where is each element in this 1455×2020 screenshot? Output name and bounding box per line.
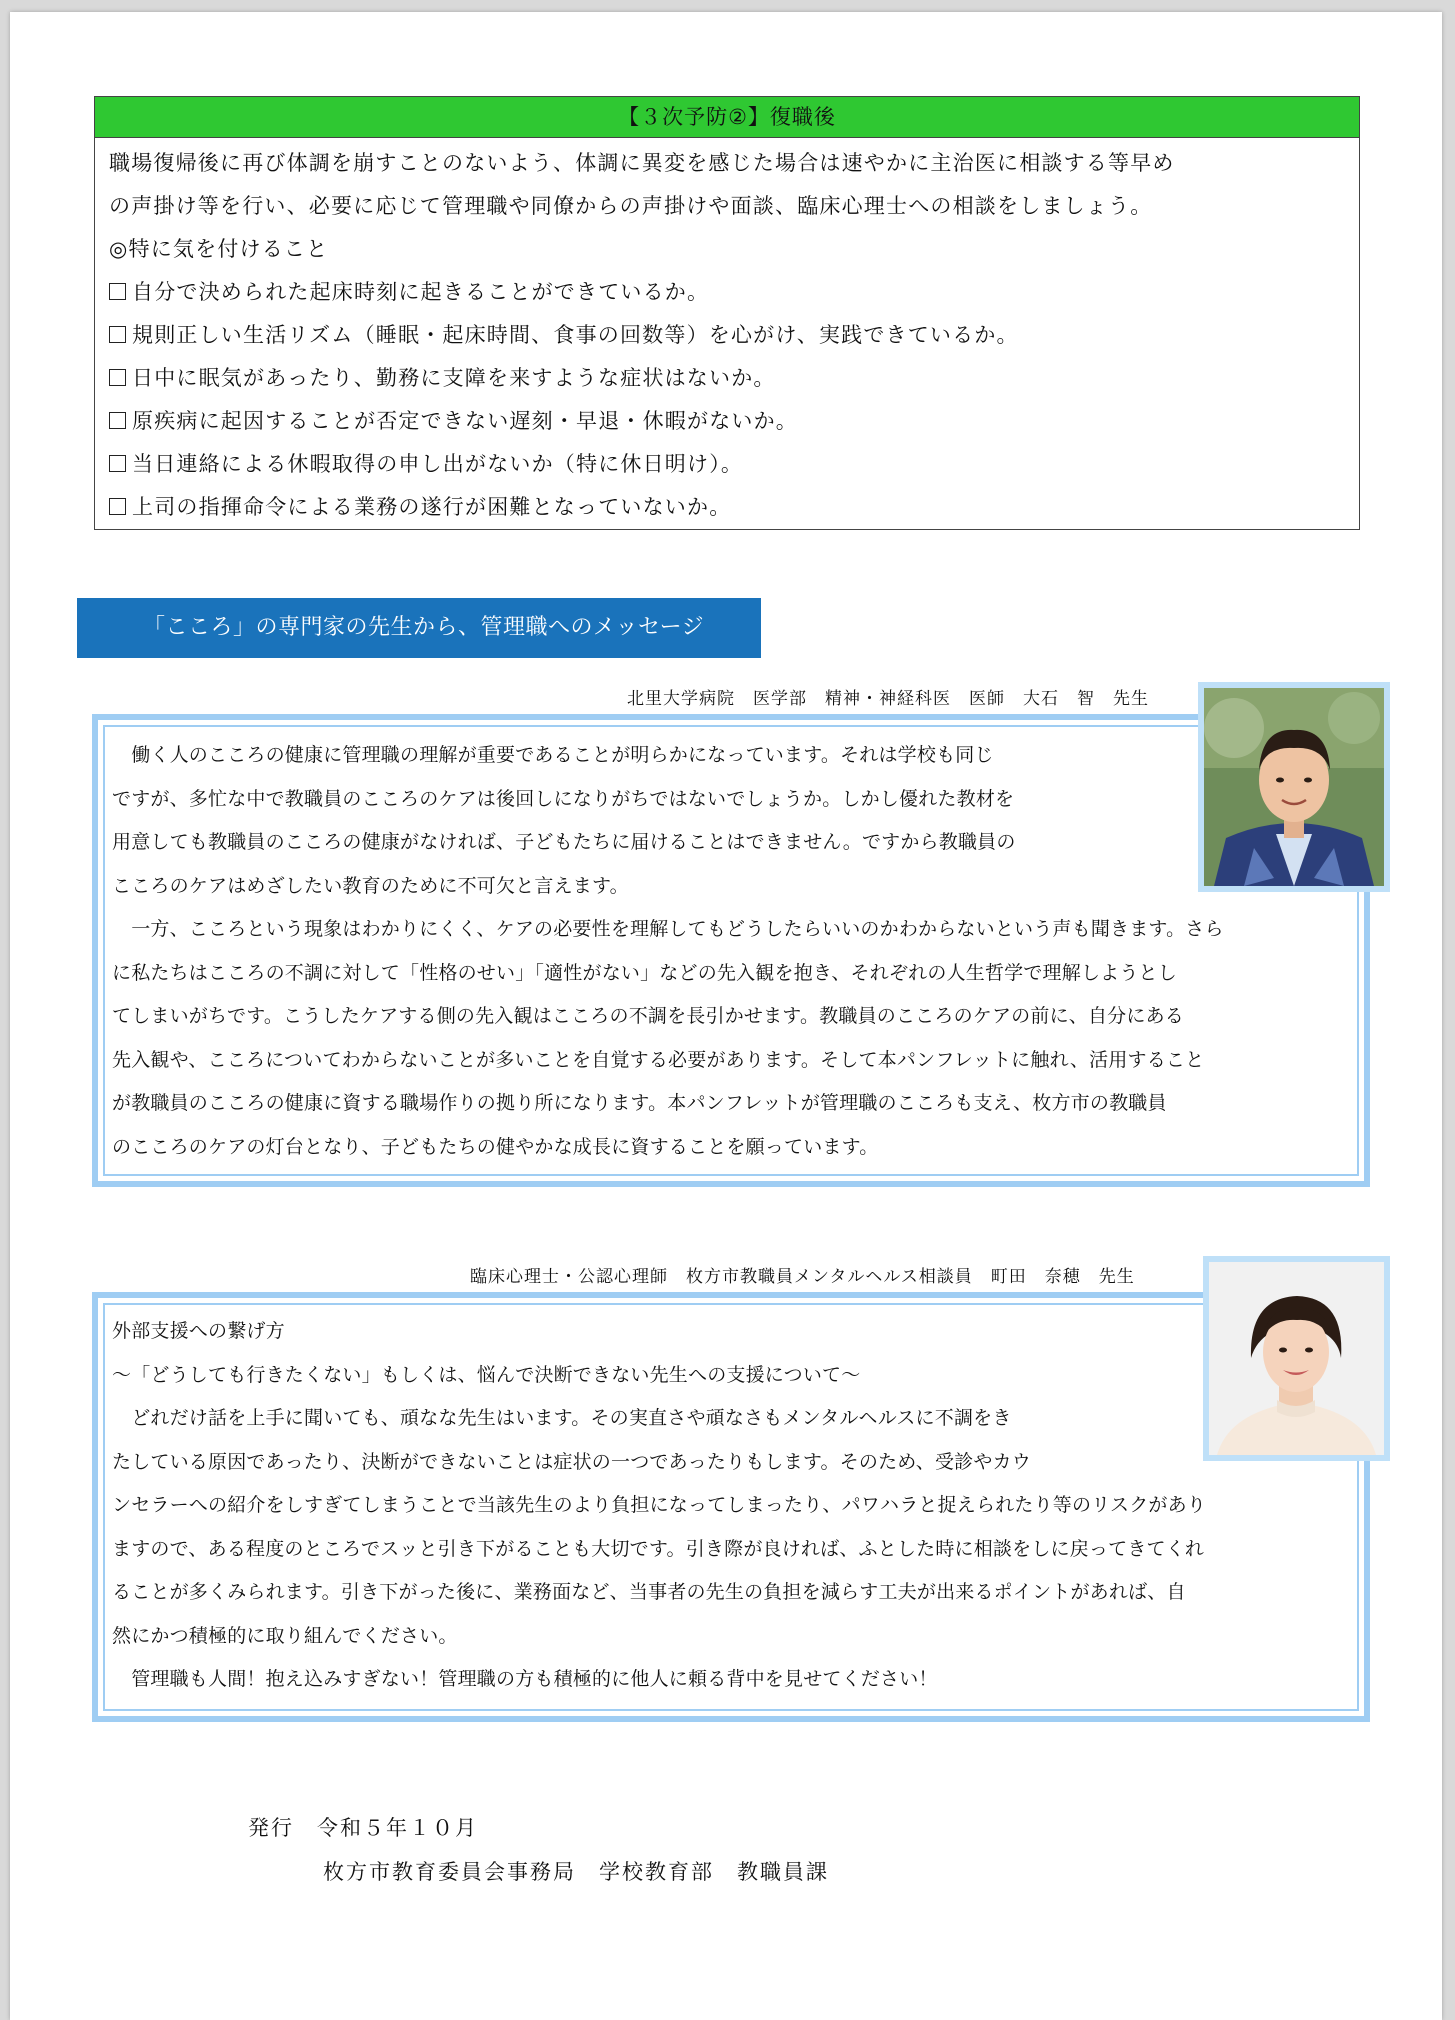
message1-attribution: 北里大学病院 医学部 精神・神経科医 医師 大石 智 先生 (627, 689, 1149, 709)
prevention-text-line: ◎特に気を付けること (109, 237, 329, 261)
prevention-text-line: 職場復帰後に再び体調を崩すことのないよう、体調に異変を感じた場合は速やかに主治医に相談する等早め (109, 151, 1175, 175)
message1-line: こころのケアはめざしたい教育のために不可欠と言えます。 (112, 874, 629, 897)
message2-line: 管理職も人間！抱え込みすぎない！管理職の方も積極的に他人に頼る背中を見せてください！ (112, 1668, 938, 1690)
message2-line: ますので、ある程度のところでスッと引き下がることも大切です。引き際が良ければ、ふとした時に相談をしに戻ってきてくれ (112, 1537, 1205, 1560)
message2-heading: 外部支援への繋げ方 (112, 1320, 285, 1342)
message1-line: が教職員のこころの健康に資する職場作りの拠り所になります。本パンフレットが管理職のこころも支え、枚方市の教職員 (112, 1092, 1167, 1114)
message1-line: ですが、多忙な中で教職員のこころのケアは後回しになりがちではないでしょうか。しかし優れた教材を (112, 787, 1015, 810)
message1-box (92, 714, 1370, 1187)
message1-line: 働く人のこころの健康に管理職の理解が重要であることが明らかになっています。それは学校も同じ (112, 744, 994, 766)
prevention-body (95, 138, 1359, 529)
checklist-item-label: 当日連絡による休暇取得の申し出がないか（特に休日明け）。 (132, 452, 744, 476)
checkbox-icon (109, 369, 126, 386)
checkbox-icon (109, 498, 126, 515)
checklist-item (109, 400, 1345, 443)
checklist-item (109, 357, 1345, 400)
checkbox-icon (109, 283, 126, 300)
message1-line: のこころのケアの灯台となり、子どもたちの健やかな成長に資することを願っています。 (112, 1135, 879, 1158)
checklist-item (109, 271, 1345, 314)
message2-box (92, 1292, 1370, 1722)
checkbox-icon (109, 455, 126, 472)
prevention-text-line: の声掛け等を行い、必要に応じて管理職や同僚からの声掛けや面談、臨床心理士への相談をしましょう。 (109, 194, 1153, 218)
message1-line: 用意しても教職員のこころの健康がなければ、子どもたちに届けることはできません。ですから教職員の (112, 831, 1016, 853)
checklist-item-label: 原疾病に起因することが否定できない遅刻・早退・休暇がないか。 (132, 409, 798, 433)
section-header: 「こころ」の専門家の先生から、管理職へのメッセージ (77, 598, 761, 658)
checkbox-icon (109, 326, 126, 343)
footer-issue-date: 発行 令和５年１０月 (248, 1816, 478, 1840)
message2-line: ることが多くみられます。引き下がった後に、業務面など、当事者の先生の負担を減らす工夫が出来るポイントがあれば、自 (112, 1581, 1186, 1603)
checklist-item (109, 486, 1345, 529)
message2-line: 然にかつ積極的に取り組んでください。 (112, 1624, 458, 1647)
message2-subheading: ～「どうしても行きたくない」もしくは、悩んで決断できない先生への支援について～ (112, 1363, 861, 1386)
prevention-title: 【３次予防②】復職後 (95, 97, 1359, 138)
document-page (10, 12, 1442, 2020)
message1-line: てしまいがちです。こうしたケアする側の先入観はこころの不調を長引かせます。教職員のこころのケアの前に、自分にある (112, 1005, 1184, 1027)
counselor-portrait-svg (1209, 1262, 1384, 1455)
message1-line: 一方、こころという現象はわかりにくく、ケアの必要性を理解してもどうしたらいいのかわからないという声も聞きます。さら (112, 918, 1224, 940)
message1-line: 先入観や、こころについてわからないことが多いことを自覚する必要があります。そして本パンフレットに触れ、活用すること (112, 1048, 1205, 1071)
doctor-portrait-svg (1204, 688, 1384, 886)
message2-line: ンセラーへの紹介をしすぎてしまうことで当該先生のより負担になってしまったり、パワハラと捉えられたり等のリスクがあり (112, 1494, 1207, 1516)
message2-attribution: 臨床心理士・公認心理師 枚方市教職員メンタルヘルス相談員 町田 奈穂 先生 (470, 1267, 1135, 1287)
footer-publisher: 枚方市教育委員会事務局 学校教育部 教職員課 (323, 1860, 829, 1884)
message2-text (112, 1310, 1350, 1702)
doctor-portrait-icon (1198, 682, 1390, 892)
checklist-item-label: 自分で決められた起床時刻に起きることができているか。 (132, 280, 710, 304)
checklist-item-label: 日中に眠気があったり、勤務に支障を来すような症状はないか。 (132, 366, 776, 390)
checklist-item-label: 規則正しい生活リズム（睡眠・起床時間、食事の回数等）を心がけ、実践できているか。 (132, 323, 1019, 347)
message1-text (112, 734, 1350, 1169)
message2-line: どれだけ話を上手に聞いても、頑なな先生はいます。その実直さや頑なさもメンタルヘルスに不調をき (112, 1407, 1012, 1429)
message1-line: に私たちはこころの不調に対して「性格のせい」「適性がない」などの先入観を抱き、それぞれの人生哲学で理解しようとし (112, 961, 1177, 984)
counselor-portrait-icon (1203, 1256, 1390, 1461)
checklist-item (109, 443, 1345, 486)
prevention-box (94, 96, 1360, 530)
checklist-item-label: 上司の指揮命令による業務の遂行が困難となっていないか。 (132, 495, 732, 519)
message2-line: たしている原因であったり、決断ができないことは症状の一つであったりもします。そのため、受診やカウ (112, 1450, 1031, 1473)
checklist-item (109, 314, 1345, 357)
checkbox-icon (109, 412, 126, 429)
